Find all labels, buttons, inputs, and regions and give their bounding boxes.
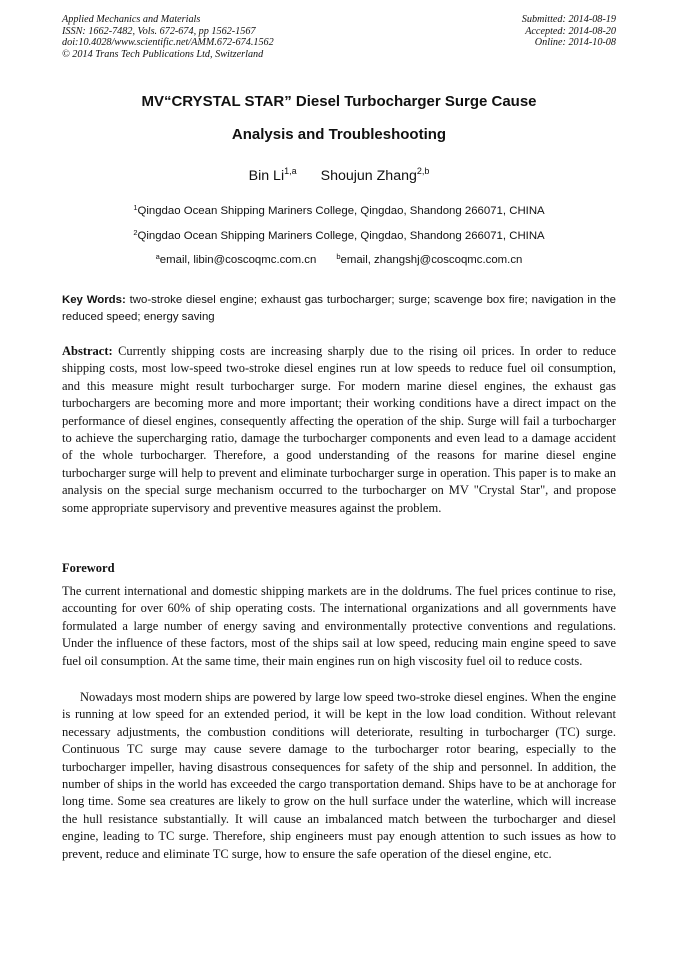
paper-title-line-2: Analysis and Troubleshooting (231, 126, 447, 143)
copyright-line: © 2014 Trans Tech Publications Ltd, Switzerland (62, 48, 264, 60)
author-name: Bin Li (248, 168, 285, 184)
paragraph-text: The current international and domestic shipping markets are in the doldrums. The fuel prices continue to rise, accounting for over 60% of ship operating costs. The international organizations and all governments have formulated a large number of energy saving and environmentally protective conventions and regulations. Under the influence of these factors, most of the ships sail at low speed, reducing main engine speed to save fuel oil consumption. At the same time, their main engines run on high viscosity fuel oil to reduce costs. (62, 584, 616, 668)
email-superscript: a (155, 252, 160, 261)
journal-header-right (522, 14, 616, 49)
author-superscript: 1,a (284, 166, 297, 176)
paper-title-line-1: MV“CRYSTAL STAR” Diesel Turbocharger Surge Cause (141, 93, 537, 110)
journal-name: Applied Mechanics and Materials (62, 14, 201, 25)
accepted-date: Accepted: 2014-08-20 (525, 25, 616, 37)
foreword-paragraph-2 (62, 689, 616, 863)
foreword-paragraph-1 (62, 583, 616, 670)
abstract-text: Currently shipping costs are increasing sharply due to the rising oil prices. In order to reduce shipping costs, most low-speed two-stroke diesel engines run at low speeds to reduce fuel oil consumption, and this measure might result turbocharger surge. For modern marine diesel engines, the exhaust gas turbochargers are becoming more and more important; their working conditions have a direct impact on the performance of diesel engines, consequently affecting the operation of the ship. Surge will fail a turbocharger to achieve the supercharging ratio, damage the turbocharger components and even lead to a damage accident of the whole turbocharger. Therefore, a good understanding of the reasons for marine diesel engine turbocharger surge will help to prevent and eliminate turbocharger surge in operation. This paper is to make an analysis on the special surge mechanism occurred to the turbocharger on MV "Crystal Star", and propose some appropriate supervisory and preventive measures against the problem. (62, 344, 617, 515)
affiliation-superscript: 2 (133, 228, 138, 237)
paragraph-text: Nowadays most modern ships are powered by large low speed two-stroke diesel engines. When the engine is running at low speed for an extended period, it will be kept in the low load condition. Without relevant necessary adjustments, the combustion conditions will deteriorate, resulting in turbocharger (TC) surge. Continuous TC surge may cause severe damage to the turbocharger rotor bearing, especially to the turbocharger impeller, having disastrous consequences for safety of the ship and personnel. In addition, the number of ships in the world has exceeded the cargo transportation demand. Ships have to be at anchorage for long time. Some sea creatures are likely to grow on the hull surface under the waterline, which will increase the hull resistance substantially. It will cause an imbalanced match between the turbocharger and diesel engine, leading to TC surge. Therefore, ship engineers must pay enough attention to such issues as how to prevent, reduce and eliminate TC surge, how to ensure the safe operation of the diesel engine, etc. (62, 690, 616, 861)
affiliation-superscript: 1 (133, 203, 138, 212)
submitted-date: Submitted: 2014-08-19 (521, 14, 616, 25)
email-a[interactable]: email, libin@coscoqmc.com.cn (159, 254, 317, 266)
issn-line: ISSN: 1662-7482, Vols. 672-674, pp 1562-1567 (62, 25, 256, 37)
author-superscript: 2,b (416, 166, 430, 176)
email-b[interactable]: email, zhangshj@coscoqmc.com.cn (340, 254, 523, 266)
doi-line[interactable]: doi:10.4028/www.scientific.net/AMM.672-674.1562 (62, 37, 274, 49)
abstract-section (62, 343, 616, 517)
affiliation-1 (62, 204, 616, 218)
journal-header-left (62, 14, 274, 60)
author-name: Shoujun Zhang (320, 168, 417, 184)
keywords-text: two-stroke diesel engine; exhaust gas turbocharger; surge; scavenge box fire; navigation in the reduced speed; energy saving (62, 294, 616, 324)
affiliation-text: Qingdao Ocean Shipping Mariners College, Qingdao, Shandong 266071, CHINA (137, 205, 545, 217)
abstract-label: Abstract: (62, 344, 113, 358)
author-list (62, 167, 616, 185)
online-date: Online: 2014-10-08 (534, 37, 616, 49)
email-line (62, 253, 616, 267)
foreword-heading: Foreword (62, 561, 115, 575)
affiliation-2 (62, 229, 616, 243)
email-superscript: b (336, 252, 341, 261)
keywords-section (62, 292, 616, 326)
keywords-label: Key Words: (62, 294, 126, 306)
affiliation-text: Qingdao Ocean Shipping Mariners College, Qingdao, Shandong 266071, CHINA (137, 230, 545, 242)
